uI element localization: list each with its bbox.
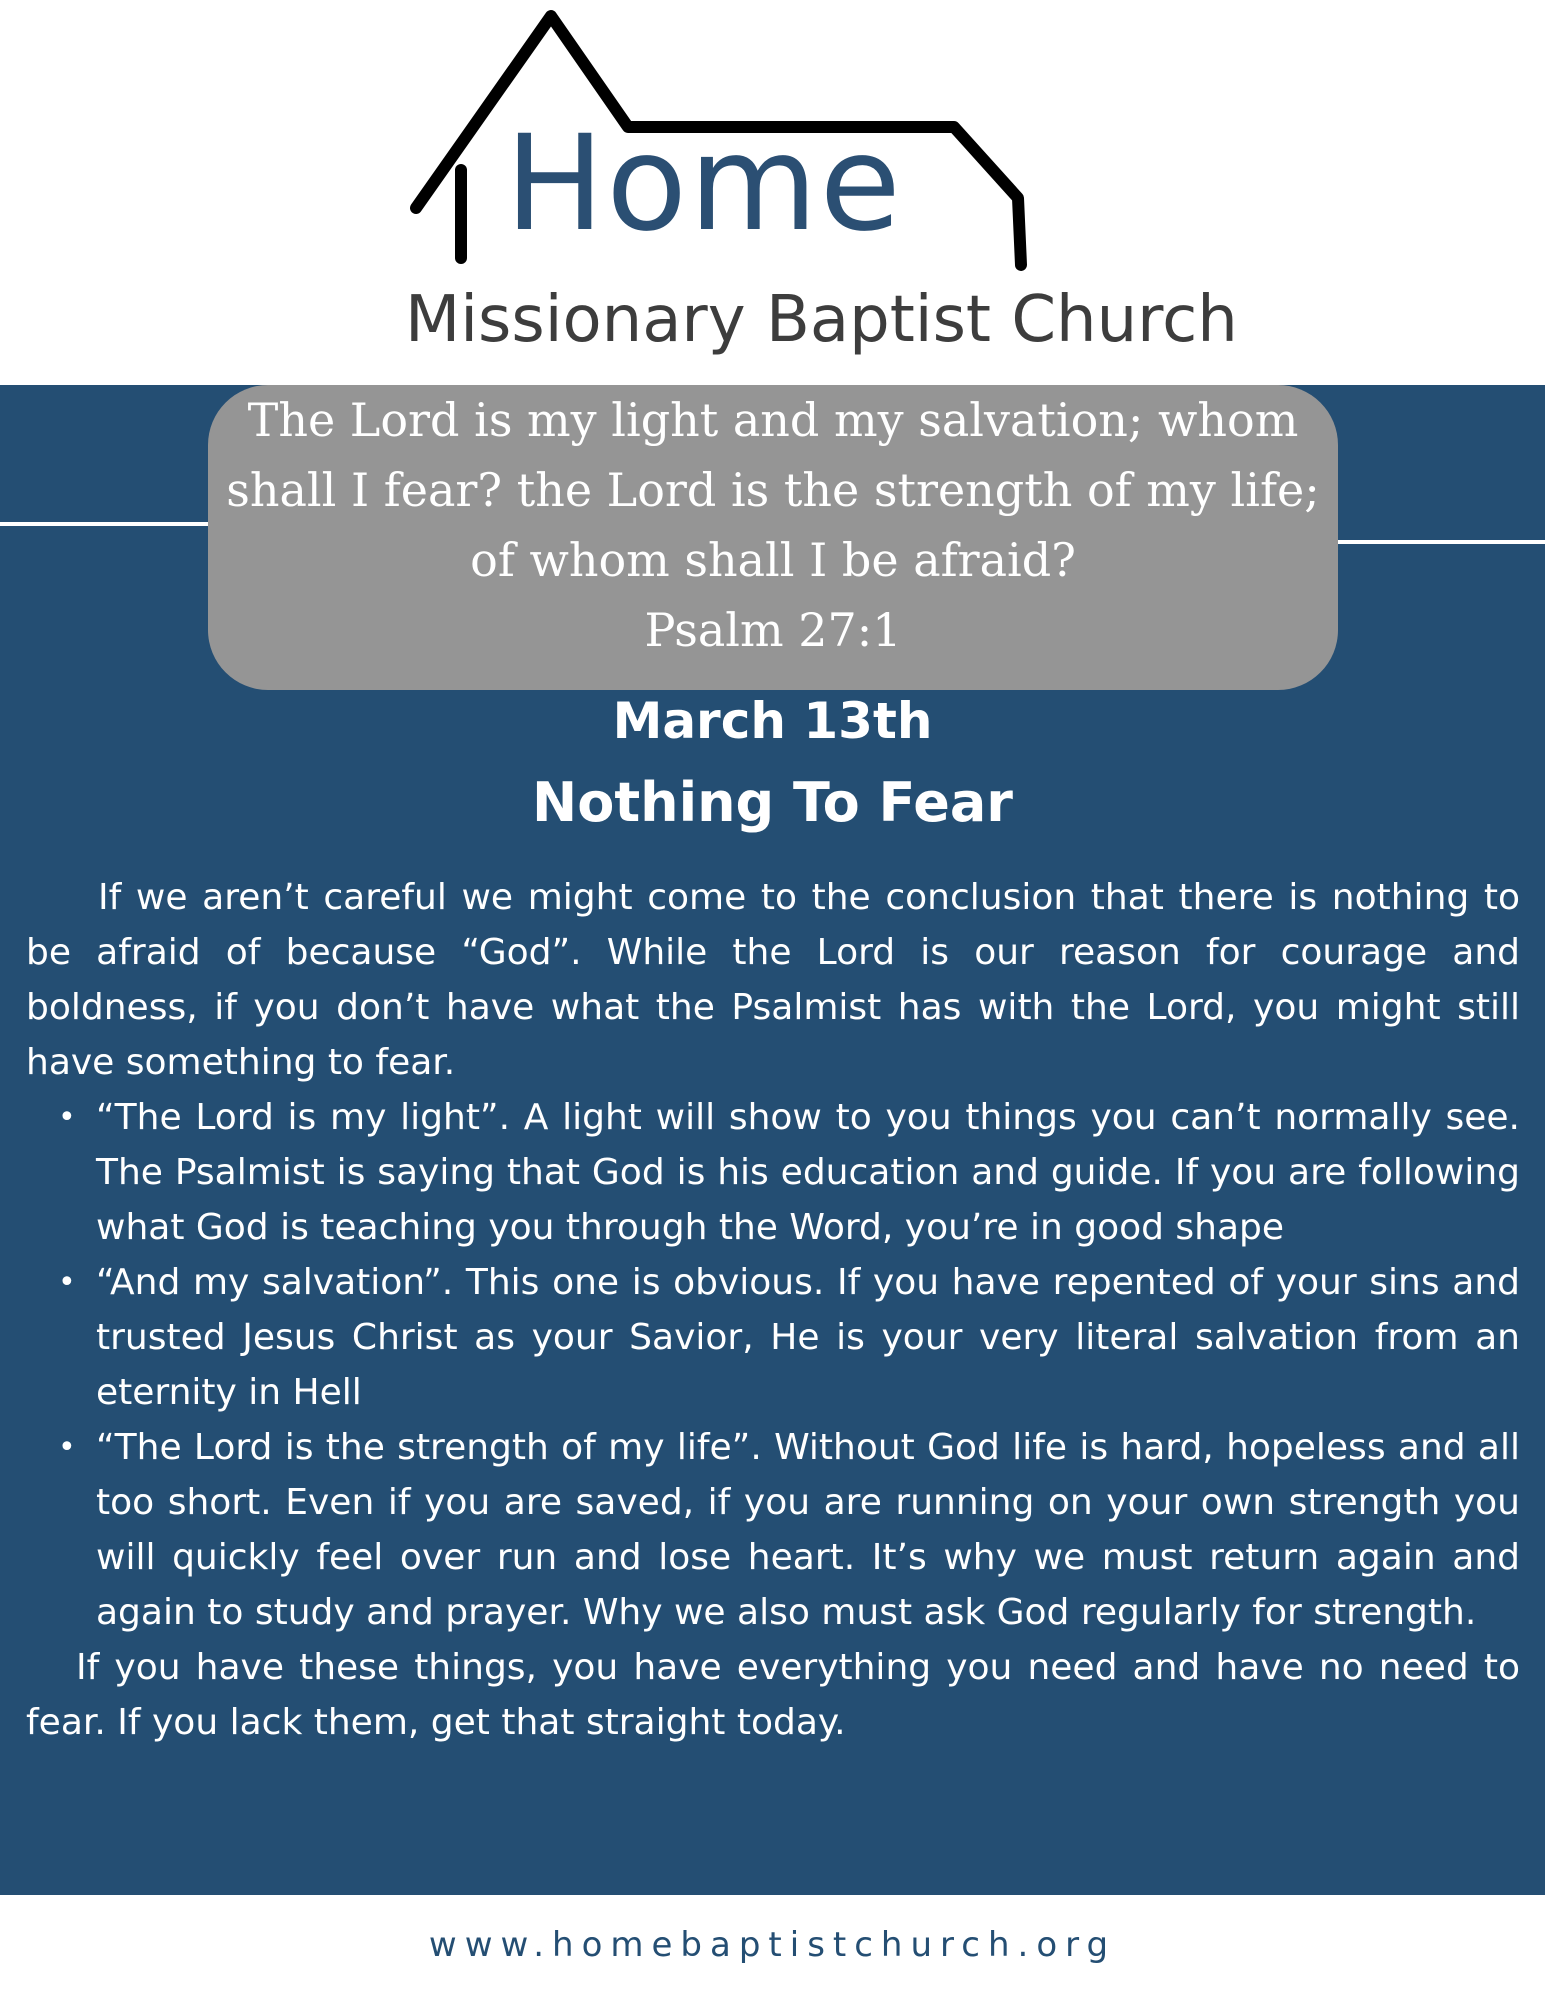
divider-left [0,522,215,526]
header [0,0,1545,385]
scripture-reference: Psalm 27:1 [644,603,902,657]
list-item [58,1090,1520,1255]
devotional-body [26,870,1520,1750]
bullet-icon: • [58,1430,76,1465]
list-item [58,1420,1520,1640]
scripture-callout [208,385,1338,690]
closing-paragraph: If you have these things, you have everything you need and have no need to fear. If you lack them, get that straight today. [26,1647,1520,1743]
scripture-text: The Lord is my light and my salvation; whom shall I fear? the Lord is the strength of my life; of whom shall I be afraid? [226,393,1320,587]
intro-paragraph: If we aren’t careful we might come to the conclusion that there is nothing to be afraid of because “God”. While the Lord is our reason for courage and boldness, if you don’t have what the Psalmist has with the Lord, you might still have something to fear. [26,877,1520,1083]
points-list [26,1090,1520,1640]
logo-wordmark: Home [505,107,903,261]
devotional-date: March 13th [612,692,933,750]
list-item-text: “And my salvation”. This one is obvious. If you have repented of your sins and trusted Jesus Christ as your Savior, He is your very literal salvation from an eternity in Hell [96,1262,1520,1413]
divider-right [1330,540,1545,544]
list-item-text: “The Lord is the strength of my life”. Without God life is hard, hopeless and all too short. Even if you are saved, if you are running on your own strength you will quickly feel over run and lose heart. It’s why we must return again and again to study and prayer. Why we also must ask God regularly for strength. [96,1427,1520,1633]
bullet-icon: • [58,1265,76,1300]
list-item-text: “The Lord is my light”. A light will show to you things you can’t normally see. The Psalmist is saying that God is his education and guide. If you are following what God is teaching you through the Word, you’re in good shape [96,1097,1520,1248]
list-item [58,1255,1520,1420]
logo-subtitle: Missionary Baptist Church [405,283,1238,357]
website-link[interactable]: www.homebaptistchurch.org [428,1925,1117,1965]
bullet-icon: • [58,1100,76,1135]
devotional-title: Nothing To Fear [532,771,1013,834]
